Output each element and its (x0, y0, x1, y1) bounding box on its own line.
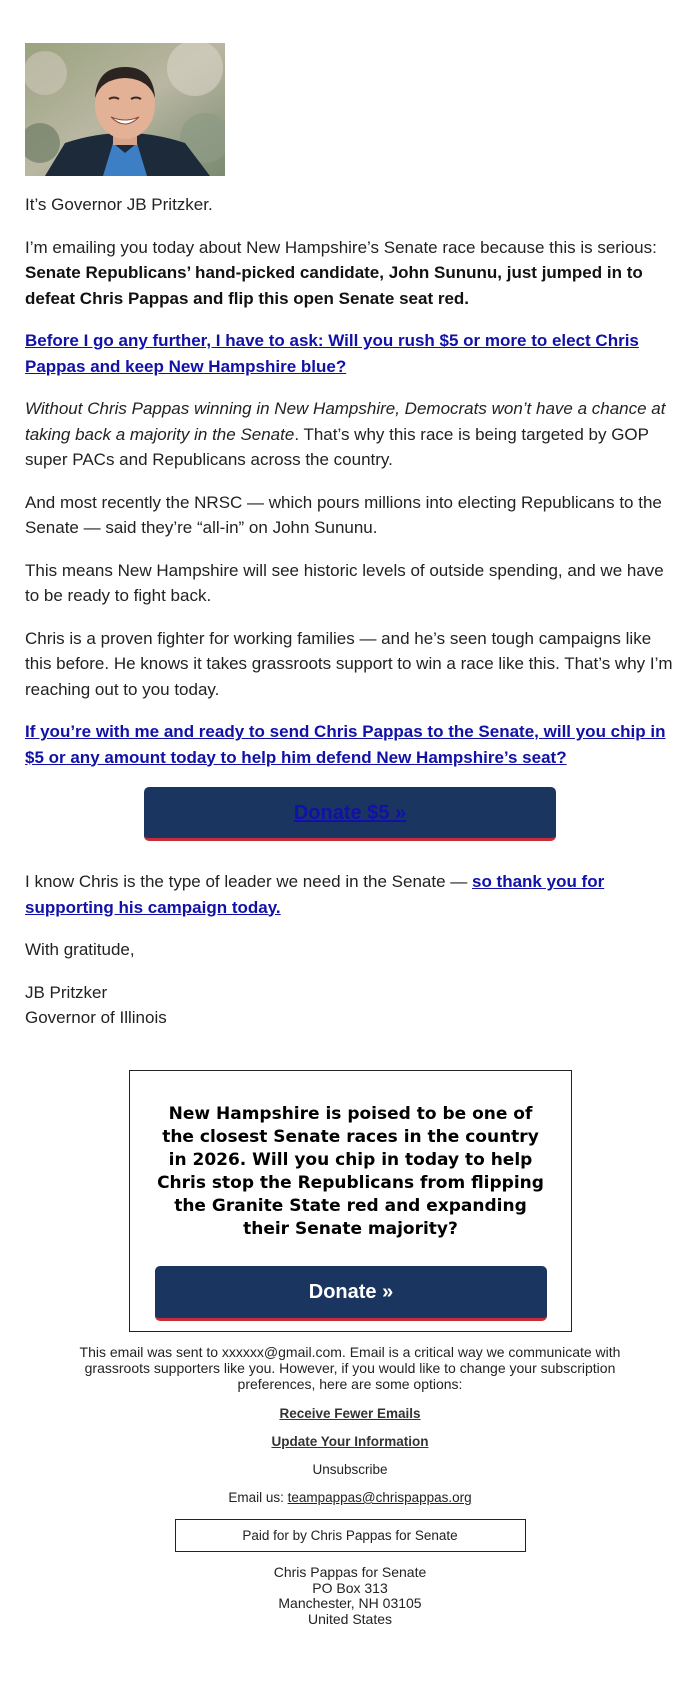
donate-5-wrap (25, 787, 675, 841)
donate-callout-box (129, 1070, 572, 1332)
paragraph-senate-race (25, 235, 675, 312)
portrait-image (25, 43, 225, 176)
closing-text: With gratitude, (25, 940, 135, 959)
update-information-link[interactable]: Update Your Information (271, 1434, 429, 1449)
unsubscribe-link[interactable]: Unsubscribe (312, 1462, 388, 1477)
donate-button[interactable]: Donate » (155, 1266, 547, 1321)
address-line: Manchester, NH 03105 (278, 1595, 422, 1611)
signer-name: JB Pritzker (25, 982, 108, 1002)
address-line: PO Box 313 (312, 1579, 388, 1596)
paragraph-fighter: Chris is a proven fighter for working families — and he’s seen tough campaigns like this before. He knows it takes grassroots support to win a race like this. That’s why I’m reaching out to you today. (25, 628, 673, 699)
signature (25, 937, 675, 1031)
thank-you-link[interactable]: so thank you for supporting his campaign today. (25, 872, 605, 917)
callout-text: New Hampshire is poised to be one of the closest Senate races in the country in 2026. Will you chip in today to help Chris stop the Republicans from flipping the Granite State red and expanding their Senate majority? (157, 1104, 544, 1239)
donate-5-button[interactable]: Donate $5 » (144, 787, 556, 841)
receive-fewer-emails-link[interactable]: Receive Fewer Emails (279, 1406, 421, 1421)
paragraph-majority-text: . That’s why this race is being targeted by GOP super PACs and Republicans across the country. (25, 424, 649, 469)
paragraph-majority-italic: Without Chris Pappas winning in New Hampshire, Democrats won’t have a chance at taking back a majority in the Senate (25, 399, 666, 444)
signer-block (25, 980, 675, 1031)
footer-sent-to: This email was sent to xxxxxx@gmail.com. Email is a critical way we communicate with grassroots supporters like you. However, if you would like to change your subscription preferences, here are some options: (79, 1344, 621, 1392)
email-body (25, 192, 675, 1048)
intro-text: It’s Governor JB Pritzker. (25, 195, 213, 214)
address-line: United States (307, 1610, 393, 1627)
paragraph-senate-race-text: I’m emailing you today about New Hampshire’s Senate race because this is serious: (25, 237, 657, 257)
paragraph-majority (25, 396, 675, 473)
address-line: Chris Pappas for Senate (273, 1564, 427, 1580)
paragraph-thanks (25, 869, 675, 920)
footer (70, 1344, 630, 1627)
footer-email (70, 1490, 630, 1506)
footer-email-label: Email us: (228, 1490, 288, 1505)
donate-ask-link-1[interactable]: Before I go any further, I have to ask: Will you rush $5 or more to elect Chris Pappas and keep New Hampshire blue? (25, 331, 639, 376)
footer-email-address[interactable]: teampappas@chrispappas.org (287, 1490, 472, 1505)
paragraph-nrsc: And most recently the NRSC — which pours millions into electing Republicans to the Senate — said they’re “all-in” on John Sununu. (25, 492, 662, 537)
paragraph-spending: This means New Hampshire will see historic levels of outside spending, and we have to be ready to fight back. (25, 560, 664, 605)
donate-ask-link-2[interactable]: If you’re with me and ready to send Chris Pappas to the Senate, will you chip in $5 or any amount today to help him defend New Hampshire’s seat? (25, 722, 666, 767)
ask-paragraph-1 (25, 328, 675, 379)
mailing-address (70, 1565, 630, 1627)
paid-for-disclaimer: Paid for by Chris Pappas for Senate (175, 1519, 526, 1552)
signer-title: Governor of Illinois (25, 1008, 167, 1027)
ask-paragraph-2 (25, 719, 675, 770)
governor-photo (25, 43, 225, 176)
paragraph-thanks-text: I know Chris is the type of leader we need in the Senate — (25, 872, 472, 891)
paragraph-senate-race-bold: Senate Republicans’ hand-picked candidate, John Sununu, just jumped in to defeat Chris Pappas and flip this open Senate seat red. (25, 263, 643, 308)
